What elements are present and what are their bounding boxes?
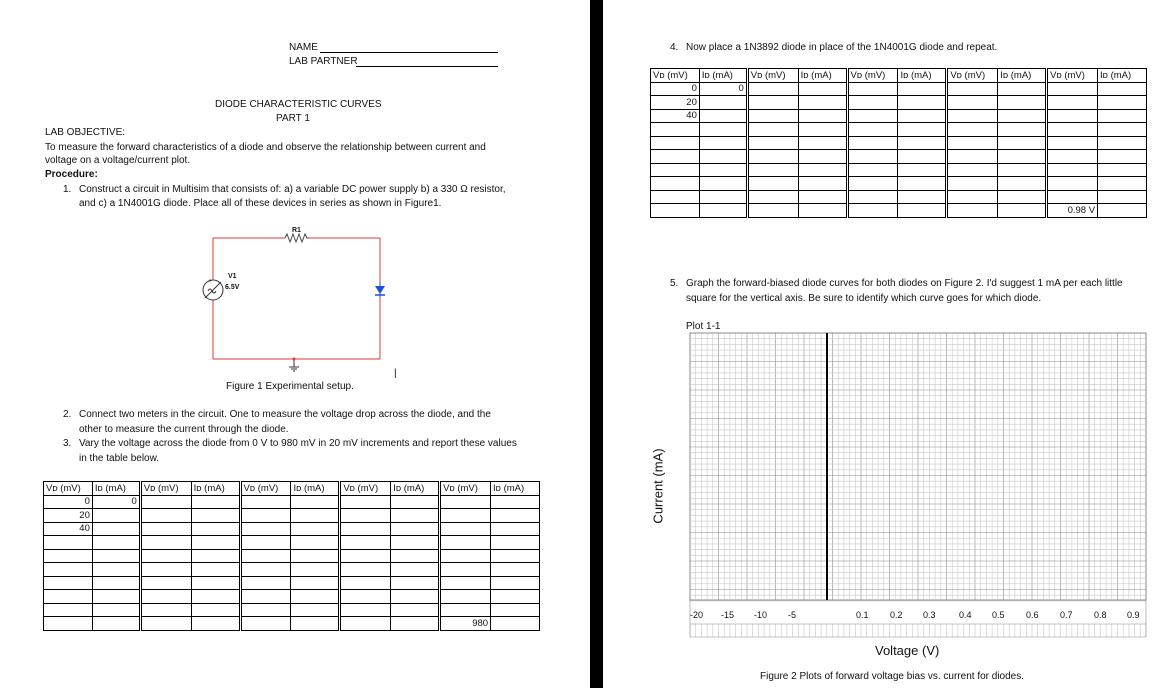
table-cell[interactable] [491, 590, 540, 604]
table-cell[interactable] [491, 522, 540, 536]
table-row [44, 603, 540, 617]
x-tick-label: 0.5 [992, 610, 1005, 620]
table-row [44, 617, 540, 631]
svg-text:+: + [208, 278, 213, 285]
step5-text-2: square for the vertical axis. Be sure to identify which curve goes for which diode. [686, 293, 1042, 304]
table-cell[interactable] [92, 536, 140, 550]
table-cell[interactable] [340, 590, 391, 604]
table-cell[interactable] [140, 617, 191, 631]
x-tick-label: -10 [754, 610, 768, 620]
table-cell[interactable] [291, 617, 340, 631]
step2-text-1: Connect two meters in the circuit. One to measure the voltage drop across the diode, and the [79, 409, 491, 420]
table-cell[interactable] [140, 536, 191, 550]
table-cell[interactable] [440, 590, 491, 604]
data-table-1n4001g [43, 481, 540, 631]
table-cell[interactable] [340, 603, 391, 617]
table-cell[interactable] [291, 549, 340, 563]
table-header-cell: Vᴅ (mV) [340, 482, 391, 496]
x-tick-label: -5 [788, 610, 797, 620]
table-cell[interactable] [92, 509, 140, 523]
right-page [603, 0, 1165, 688]
table-cell[interactable] [191, 495, 240, 509]
table-cell[interactable] [391, 603, 440, 617]
table-cell[interactable] [240, 563, 291, 577]
table-cell[interactable] [491, 536, 540, 550]
table-header-cell: Vᴅ (mV) [140, 482, 191, 496]
table-cell[interactable] [240, 509, 291, 523]
objective-text-1: To measure the forward characteristics of a diode and observe the relationship between current and [45, 142, 486, 153]
source-label: V1 [228, 273, 237, 280]
table-cell[interactable] [291, 603, 340, 617]
table-cell[interactable] [191, 563, 240, 577]
step4-text: Now place a 1N3892 diode in place of the 1N4001G diode and repeat. [686, 42, 998, 53]
table-cell[interactable] [291, 576, 340, 590]
table-header-cell: Iᴅ (mA) [191, 482, 240, 496]
x-tick-label: 0.2 [890, 610, 903, 620]
table-cell[interactable] [191, 576, 240, 590]
table-cell[interactable] [191, 590, 240, 604]
table-cell[interactable]: 0 [44, 495, 93, 509]
table-cell[interactable] [191, 617, 240, 631]
step3-number: 3. [63, 438, 72, 449]
x-tick-label: -15 [721, 610, 735, 620]
table-cell[interactable] [240, 576, 291, 590]
table-cell[interactable] [44, 576, 93, 590]
table-cell[interactable] [340, 563, 391, 577]
x-tick-label: 0.7 [1060, 610, 1073, 620]
table-cell[interactable] [240, 536, 291, 550]
objective-heading: LAB OBJECTIVE: [45, 127, 126, 138]
text-cursor-mark: | [394, 368, 397, 379]
resistor-label: R1 [292, 227, 301, 234]
table-cell[interactable] [140, 509, 191, 523]
x-axis-label: Voltage (V) [875, 643, 940, 658]
x-tick-label: 0.4 [959, 610, 972, 620]
step3-text-2: in the table below. [79, 453, 160, 464]
table-cell[interactable] [440, 563, 491, 577]
figure2-caption: Figure 2 Plots of forward voltage bias vs. current for diodes. [760, 671, 1025, 682]
table-header-cell: Iᴅ (mA) [798, 69, 847, 83]
table-row [44, 576, 540, 590]
table-cell[interactable] [491, 495, 540, 509]
table-cell[interactable] [340, 536, 391, 550]
step1-text-1: Construct a circuit in Multisim that consists of: a) a variable DC power supply b) a 330 Ω resistor, [79, 184, 506, 195]
table-header-cell: Vᴅ (mV) [847, 69, 898, 83]
table-cell[interactable] [240, 603, 291, 617]
step4-number: 4. [670, 42, 679, 53]
table-cell[interactable] [291, 563, 340, 577]
table-cell[interactable] [140, 590, 191, 604]
source-value: 6.5V [225, 284, 240, 291]
table-cell[interactable] [291, 495, 340, 509]
table-cell[interactable]: 20 [651, 96, 700, 110]
table-cell[interactable] [491, 509, 540, 523]
table-header-cell: Iᴅ (mA) [391, 482, 440, 496]
table-cell[interactable] [44, 549, 93, 563]
table-cell[interactable] [140, 576, 191, 590]
table-row [44, 495, 540, 509]
table-cell[interactable] [92, 549, 140, 563]
table-cell[interactable] [491, 576, 540, 590]
table-header-cell: Vᴅ (mV) [1047, 69, 1098, 83]
table-header-cell: Iᴅ (mA) [998, 69, 1047, 83]
table-cell[interactable] [340, 522, 391, 536]
table-cell[interactable]: 0.98 V [1047, 204, 1098, 218]
table-cell[interactable] [140, 549, 191, 563]
table-row [44, 549, 540, 563]
table-cell[interactable]: 40 [651, 109, 700, 123]
table-cell[interactable] [291, 590, 340, 604]
table-header-cell: Iᴅ (mA) [699, 69, 747, 83]
table-cell[interactable] [440, 536, 491, 550]
table-cell[interactable] [140, 563, 191, 577]
table-cell[interactable] [92, 563, 140, 577]
table-cell[interactable] [340, 576, 391, 590]
table-cell[interactable]: 0 [699, 82, 747, 96]
table-cell[interactable] [240, 617, 291, 631]
step5-number: 5. [670, 278, 679, 289]
table-cell[interactable] [92, 617, 140, 631]
table-cell[interactable] [391, 617, 440, 631]
table-cell[interactable] [240, 495, 291, 509]
table-cell[interactable] [92, 603, 140, 617]
table-cell[interactable] [391, 495, 440, 509]
page-gutter [590, 0, 603, 688]
table-cell[interactable] [491, 563, 540, 577]
table-cell[interactable] [391, 576, 440, 590]
table-cell[interactable] [340, 495, 391, 509]
table-cell[interactable] [491, 603, 540, 617]
ground-symbol [289, 359, 299, 371]
table-cell[interactable] [440, 603, 491, 617]
plot-title: Plot 1-1 [686, 321, 721, 332]
table-cell[interactable] [92, 576, 140, 590]
table-header-cell: Iᴅ (mA) [898, 69, 947, 83]
table-cell[interactable] [191, 603, 240, 617]
table-cell[interactable] [291, 522, 340, 536]
table-header-cell: Vᴅ (mV) [240, 482, 291, 496]
table-header-cell: Vᴅ (mV) [747, 69, 798, 83]
table-cell[interactable] [440, 576, 491, 590]
table-cell[interactable] [191, 536, 240, 550]
name-label: NAME [289, 42, 318, 53]
y-axis-label: Current (mA) [650, 448, 666, 524]
figure1-caption: Figure 1 Experimental setup. [226, 381, 354, 392]
x-tick-label: 0.1 [856, 610, 869, 620]
voltage-source-symbol [203, 280, 223, 300]
table-cell[interactable] [391, 509, 440, 523]
table-header-cell: Vᴅ (mV) [44, 482, 93, 496]
circuit-schematic [0, 0, 590, 400]
table-cell[interactable] [340, 617, 391, 631]
table-cell[interactable]: 980 [440, 617, 491, 631]
table-cell[interactable]: 20 [44, 509, 93, 523]
table-cell[interactable] [340, 549, 391, 563]
table-cell[interactable] [240, 522, 291, 536]
x-tick-label: 0.9 [1127, 610, 1140, 620]
table-cell[interactable] [191, 522, 240, 536]
table-cell[interactable] [440, 522, 491, 536]
table-cell[interactable] [440, 495, 491, 509]
table-cell[interactable] [44, 603, 93, 617]
table-cell[interactable] [291, 536, 340, 550]
table-cell[interactable] [191, 509, 240, 523]
table-cell[interactable] [240, 549, 291, 563]
table-cell[interactable] [391, 536, 440, 550]
table-header-cell: Iᴅ (mA) [1098, 69, 1147, 83]
partner-label: LAB PARTNER [289, 56, 358, 67]
table-cell[interactable] [391, 590, 440, 604]
table-cell[interactable] [44, 536, 93, 550]
table-cell[interactable] [92, 522, 140, 536]
step2-text-2: other to measure the current through the diode. [79, 424, 289, 435]
table-cell[interactable] [44, 617, 93, 631]
step1-text-2: and c) a 1N4001G diode. Place all of these devices in series as shown in Figure1. [79, 198, 442, 209]
step3-text-1: Vary the voltage across the diode from 0 V to 980 mV in 20 mV increments and report these values [79, 438, 517, 449]
doc-part: PART 1 [276, 113, 310, 124]
step5-text-1: Graph the forward-biased diode curves for both diodes on Figure 2. I'd suggest 1 mA per each little [686, 278, 1123, 289]
table-cell[interactable] [491, 617, 540, 631]
step1-number: 1. [63, 184, 72, 195]
table-cell[interactable] [140, 603, 191, 617]
table-row [44, 590, 540, 604]
table-cell[interactable] [140, 522, 191, 536]
table-cell[interactable] [44, 590, 93, 604]
x-tick-label: 0.6 [1026, 610, 1039, 620]
table-row [44, 563, 540, 577]
table-header-cell: Vᴅ (mV) [651, 69, 700, 83]
x-tick-label: 0.3 [923, 610, 936, 620]
table-cell[interactable] [340, 509, 391, 523]
table-cell[interactable]: 40 [44, 522, 93, 536]
table-cell[interactable] [391, 549, 440, 563]
table-header-cell: Vᴅ (mV) [440, 482, 491, 496]
table-cell[interactable] [291, 509, 340, 523]
table-row [44, 522, 540, 536]
x-tick-label: -20 [690, 610, 704, 620]
table-row [44, 509, 540, 523]
table-header-cell: Iᴅ (mA) [491, 482, 540, 496]
step2-number: 2. [63, 409, 72, 420]
objective-text-2: voltage on a voltage/current plot. [45, 155, 191, 166]
diode-symbol [375, 282, 385, 298]
table-cell[interactable] [391, 522, 440, 536]
table-header-cell: Iᴅ (mA) [92, 482, 140, 496]
table-cell[interactable] [391, 563, 440, 577]
table-cell[interactable] [92, 590, 140, 604]
table-cell[interactable]: 0 [92, 495, 140, 509]
table-header-cell: Vᴅ (mV) [947, 69, 998, 83]
procedure-heading: Procedure: [45, 169, 98, 180]
table-cell[interactable] [440, 549, 491, 563]
table-row [44, 536, 540, 550]
doc-title: DIODE CHARACTERISTIC CURVES [215, 99, 382, 110]
table-cell[interactable] [140, 495, 191, 509]
table-cell[interactable] [44, 563, 93, 577]
table-cell[interactable] [191, 549, 240, 563]
x-tick-label: 0.8 [1094, 610, 1107, 620]
table-cell[interactable] [240, 590, 291, 604]
table-cell[interactable] [440, 509, 491, 523]
table-cell[interactable]: 0 [651, 82, 700, 96]
table-cell[interactable] [491, 549, 540, 563]
table-header-cell: Iᴅ (mA) [291, 482, 340, 496]
plot-grid [603, 0, 1165, 688]
table-header-row [44, 482, 540, 496]
